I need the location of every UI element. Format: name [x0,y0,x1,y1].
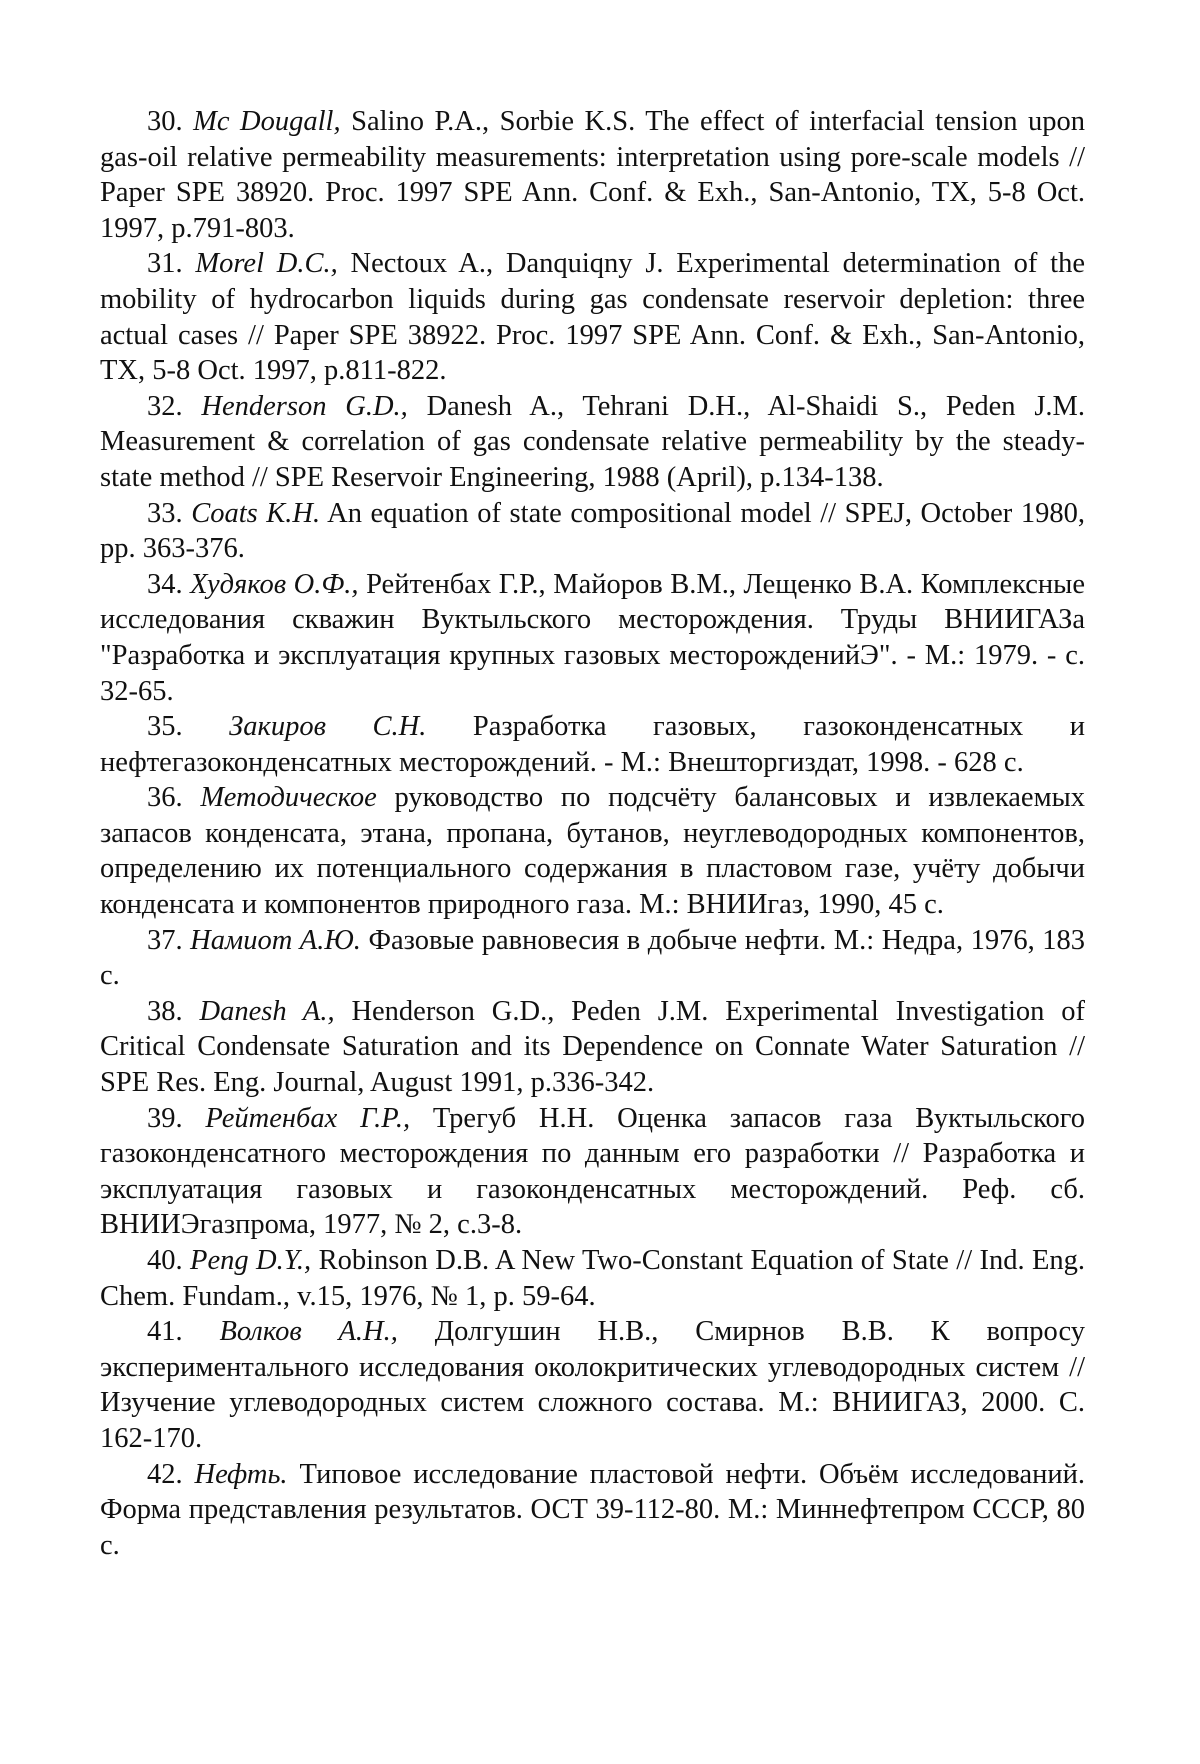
reference-author: Нефть. [195,1459,288,1490]
reference-number: 41. [147,1316,183,1347]
reference-item [100,496,1085,567]
reference-text: руководство по подсчёту балансовых и извлекаемых запасов конденсата, этана, пропана, бутанов, неуглеводородных компонентов, определению их потенциального содержания в пластовом газе, учёту добычи конденсата и компонентов природного газа. М.: ВНИИгаз, 1990, 45 с. [100,782,1085,920]
reference-number: 37. [147,925,183,956]
reference-text: Фазовые равновесия в добыче нефти. М.: Недра, 1976, 183 с. [100,925,1085,992]
reference-text: Salino P.A., Sorbie K.S. The effect of interfacial tension upon gas-oil relative permeability measurements: interpretation using pore-scale models // Paper SPE 38920. Proc. 1997 SPE Ann. Conf. & Exh., San-Antonio, TX, 5-8 Oct. 1997, p.791-803. [100,106,1085,244]
reference-item [100,567,1085,709]
reference-number: 39. [147,1103,183,1134]
reference-number: 42. [147,1459,183,1490]
reference-author: Peng D.Y., [190,1245,311,1276]
reference-number: 38. [147,996,183,1027]
reference-text: Типовое исследование пластовой нефти. Объём исследований. Форма представления результатов. ОСТ 39-112-80. М.: Миннефтепром СССР, 80 с. [100,1459,1085,1561]
reference-text: Robinson D.B. A New Two-Constant Equation of State // Ind. Eng. Chem. Fundam., v.15, 1976, № 1, p. 59-64. [100,1245,1085,1312]
reference-author: Методическое [200,782,376,813]
reference-list [100,104,1085,1563]
reference-number: 30. [147,106,183,137]
reference-author: Закиров С.Н. [229,711,426,742]
reference-author: Morel D.C., [195,248,337,279]
reference-number: 31. [147,248,183,279]
reference-author: Рейтенбах Г.Р., [205,1103,410,1134]
reference-number: 34. [147,569,183,600]
reference-text: Трегуб Н.Н. Оценка запасов газа Вуктыльского газоконденсатного месторождения по данным его разработки // Разработка и эксплуатация газовых и газоконденсатных месторождений. Реф. сб. ВНИИЭгазпрома, 1977, № 2, с.3-8. [100,1103,1085,1241]
reference-number: 40. [147,1245,183,1276]
reference-number: 35. [147,711,183,742]
reference-item [100,1243,1085,1314]
reference-item [100,104,1085,246]
reference-author: Намиот А.Ю. [190,925,361,956]
reference-number: 36. [147,782,183,813]
reference-text: Разработка газовых, газоконденсатных и нефтегазоконденсатных месторождений. - М.: Внешторгиздат, 1998. - 628 с. [100,711,1085,778]
reference-author: Henderson G.D., [201,391,407,422]
reference-item [100,1101,1085,1243]
reference-number: 33. [147,498,183,529]
reference-item [100,1314,1085,1456]
reference-item [100,709,1085,780]
reference-text: Nectoux A., Danquiqny J. Experimental determination of the mobility of hydrocarbon liquids during gas condensate reservoir depletion: three actual cases // Paper SPE 38922. Proc. 1997 SPE Ann. Conf. & Exh., San-Antonio, TX, 5-8 Oct. 1997, p.811-822. [100,248,1085,386]
reference-item [100,923,1085,994]
reference-text: Долгушин Н.В., Смирнов В.В. К вопросу экспериментального исследования околокритических углеводородных систем // Изучение углеводородных систем сложного состава. М.: ВНИИГАЗ, 2000. С. 162-170. [100,1316,1085,1454]
reference-author: Coats K.H. [191,498,320,529]
reference-item [100,246,1085,388]
reference-author: Волков А.Н., [219,1316,397,1347]
reference-text: Danesh A., Tehrani D.H., Al-Shaidi S., Peden J.M. Measurement & correlation of gas condensate relative permeability by the steady-state method // SPE Reservoir Engineering, 1988 (April), p.134-138. [100,391,1085,493]
reference-author: Худяков О.Ф., [190,569,358,600]
reference-item [100,1457,1085,1564]
reference-text: An equation of state compositional model // SPEJ, October 1980, pp. 363-376. [100,498,1085,565]
reference-number: 32. [147,391,183,422]
reference-author: Mc Dougall, [193,106,340,137]
reference-author: Danesh A., [200,996,335,1027]
reference-item [100,994,1085,1101]
reference-item [100,389,1085,496]
reference-text: Henderson G.D., Peden J.M. Experimental Investigation of Critical Condensate Saturation and its Dependence on Connate Water Saturation // SPE Res. Eng. Journal, August 1991, p.336-342. [100,996,1085,1098]
reference-item [100,780,1085,922]
reference-text: Рейтенбах Г.Р., Майоров В.М., Лещенко В.А. Комплексные исследования скважин Вуктыльского месторождения. Труды ВНИИГАЗа "Разработка и эксплуатация крупных газовых месторожденийЭ". - М.: 1979. - с. 32-65. [100,569,1085,707]
